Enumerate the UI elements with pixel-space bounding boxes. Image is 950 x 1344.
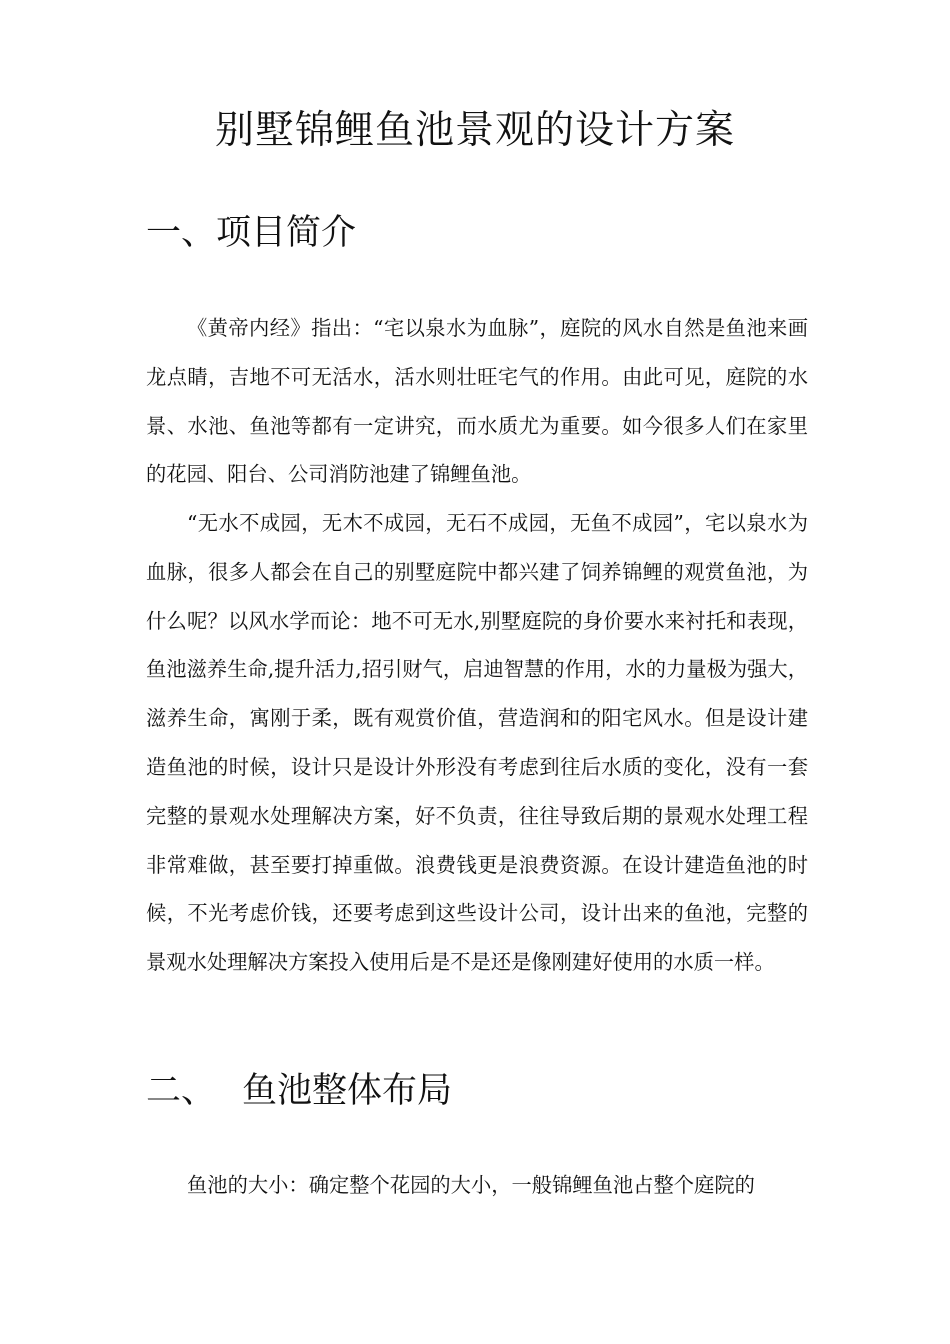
section-heading-2: [146, 1068, 452, 1114]
section-heading-1: 一、项目简介: [146, 213, 357, 253]
section-heading-2-text: 鱼池整体布局: [242, 1071, 453, 1111]
section1-paragraph-1: 《黄帝内经》指出：“宅以泉水为血脉”，庭院的风水自然是鱼池来画龙点睛，吉地不可无活水，活水则壮旺宅气的作用。由此可见，庭院的水景、水池、鱼池等都有一定讲究，而水质尤为重要。如今很多人们在家里的花园、阳台、公司消防池建了锦鲤鱼池。: [146, 316, 808, 487]
section-heading-2-number: 二、: [146, 1071, 217, 1111]
document-title: 别墅锦鲤鱼池景观的设计方案: [214, 108, 735, 153]
section1-paragraph-2: “无水不成园，无木不成园，无石不成园，无鱼不成园”，宅以泉水为血脉，很多人都会在自己的别墅庭院中都兴建了饲养锦鲤的观赏鱼池，为什么呢？以风水学而论：地不可无水,别墅庭院的身价要水来衬托和表现，鱼池滋养生命,提升活力,招引财气，启迪智慧的作用，水的力量极为强大，滋养生命，寓刚于柔，既有观赏价值，营造润和的阳宅风水。但是设计建造鱼池的时候，设计只是设计外形没有考虑到往后水质的变化，没有一套完整的景观水处理解决方案，好不负责，往往导致后期的景观水处理工程非常难做，甚至要打掉重做。浪费钱更是浪费资源。在设计建造鱼池的时候，不光考虑价钱，还要考虑到这些设计公司，设计出来的鱼池，完整的景观水处理解决方案投入使用后是不是还是像刚建好使用的水质一样。: [146, 511, 808, 975]
section2-paragraph-1: 鱼池的大小：确定整个花园的大小，一般锦鲤鱼池占整个庭院的: [187, 1173, 755, 1197]
